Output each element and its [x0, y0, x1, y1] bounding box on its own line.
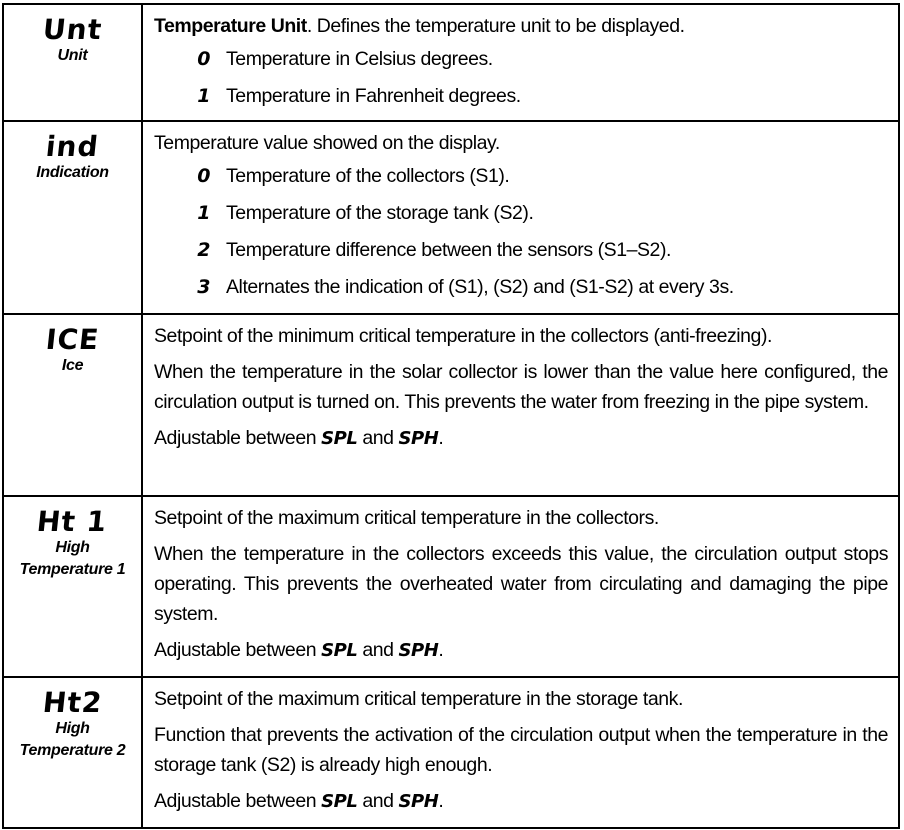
code-display: Unt — [41, 13, 104, 46]
code-display: ind — [44, 130, 101, 163]
adjust-range: Adjustable between SPL and SPH. — [154, 790, 444, 812]
code-display: Ht2 — [41, 686, 104, 719]
param-detail: When the temperature in the collectors exceeds this value, the circulation output stops operating. This prevents the overheated water from circulating and damaging the pipe system. — [154, 543, 888, 625]
param-desc: Setpoint of the maximum critical temperature in the collectors. — [154, 507, 659, 529]
parameter-table — [2, 3, 900, 829]
param-detail: Function that prevents the activation of the circulation output when the temperature in the storage tank (S2) is already high enough. — [154, 724, 888, 776]
row-ice — [3, 314, 899, 496]
option: 2 Temperature difference between the sensors (S1–S2). — [197, 239, 671, 261]
param-name: Ice — [61, 357, 84, 374]
param-desc: . Defines the temperature unit to be displayed. — [306, 15, 685, 37]
param-name: High Temperature 2 — [19, 720, 126, 759]
param-desc: Setpoint of the minimum critical temperature in the collectors (anti-freezing). — [154, 325, 772, 347]
row-ht1 — [3, 496, 899, 677]
code-display: ICE — [44, 323, 101, 356]
adjust-range: Adjustable between SPL and SPH. — [154, 427, 444, 449]
adjust-range: Adjustable between SPL and SPH. — [154, 639, 444, 661]
param-name: High Temperature 1 — [19, 539, 126, 578]
param-desc: Setpoint of the maximum critical temperature in the storage tank. — [154, 688, 683, 710]
param-desc: Temperature value showed on the display. — [154, 132, 500, 154]
option: 1 Temperature in Fahrenheit degrees. — [197, 85, 521, 107]
option: 0 Temperature in Celsius degrees. — [197, 48, 493, 70]
row-unit — [3, 4, 899, 121]
row-ht2 — [3, 677, 899, 828]
param-title: Temperature Unit — [154, 15, 307, 37]
code-display: Ht 1 — [35, 505, 110, 538]
option: 3 Alternates the indication of (S1), (S2) and (S1-S2) at every 3s. — [197, 276, 734, 298]
option: 0 Temperature of the collectors (S1). — [197, 165, 510, 187]
param-name: Indication — [36, 164, 109, 181]
row-indication — [3, 121, 899, 314]
param-detail: When the temperature in the solar collector is lower than the value here configured, the circulation output is turned on. This prevents the water from freezing in the pipe system. — [154, 361, 888, 413]
param-name: Unit — [57, 47, 88, 64]
option: 1 Temperature of the storage tank (S2). — [197, 202, 534, 224]
